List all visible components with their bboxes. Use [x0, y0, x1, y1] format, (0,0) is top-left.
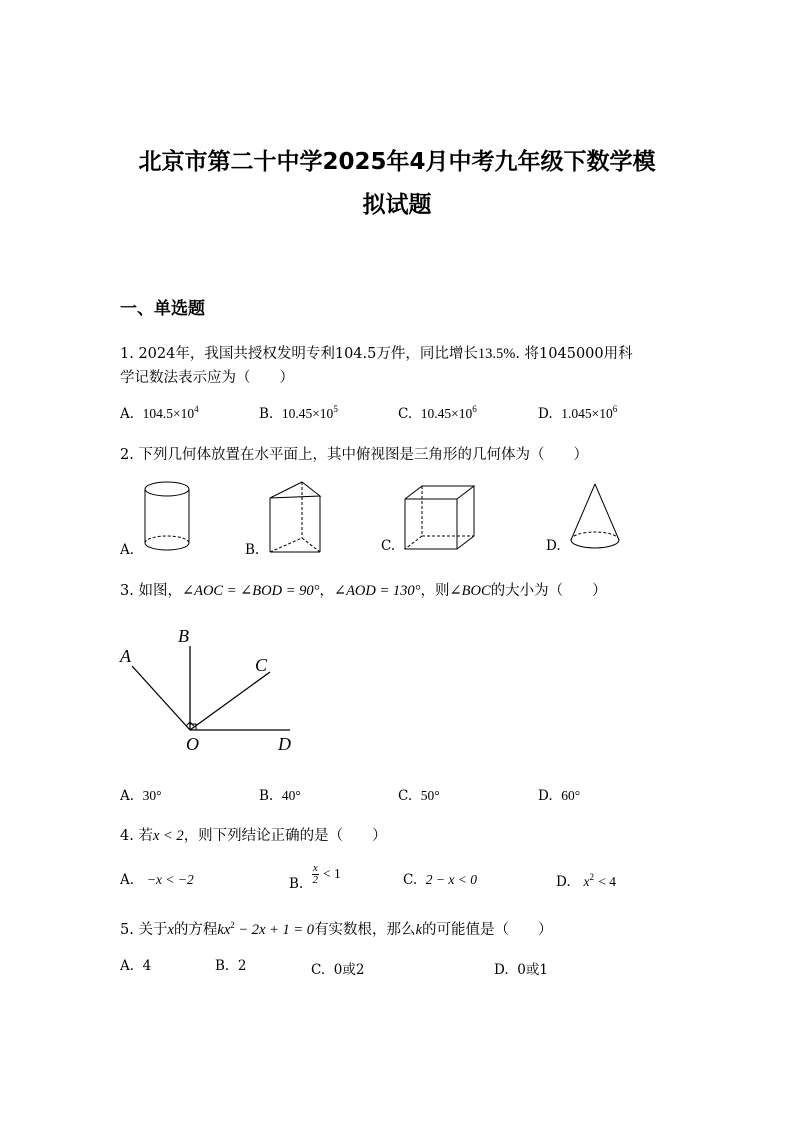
cube-icon[interactable]	[400, 482, 480, 554]
cylinder-icon[interactable]	[140, 478, 198, 558]
q4-option-c[interactable]: C. 2 − x < 0	[403, 872, 477, 888]
point-label-d: D	[278, 734, 291, 754]
cone-icon[interactable]	[566, 480, 626, 556]
q2-option-d-label[interactable]: D.	[546, 538, 561, 554]
question-1-stem-line2: 学记数法表示应为（ ）	[120, 370, 294, 386]
point-label-c: C	[255, 655, 268, 675]
question-5-stem: 5. 关于x的方程$kx^2 - 2x + 1 = 0$有实数根，那么k的可能值是（ ）	[120, 920, 553, 938]
triangular-prism-icon[interactable]	[262, 476, 328, 558]
q3-option-a[interactable]: A. 30°	[120, 788, 162, 804]
question-1-stem: 1. 2024年，我国共授权发明专利104.5万件，同比增长13.5%. 将1045000用科	[120, 346, 633, 362]
q1-option-b[interactable]: B. $10.45\times 10^5$	[259, 404, 338, 422]
q1-option-d[interactable]: D. $1.045\times 10^6$	[538, 404, 618, 422]
section-heading: 一、单选题	[120, 299, 205, 319]
question-3-stem: 3. 如图，∠AOC = ∠BOD = 90°，∠AOD = 130°，则∠BOC的大小为（ ）	[120, 583, 607, 599]
question-2-stem: 2. 下列几何体放置在水平面上，其中俯视图是三角形的几何体为（ ）	[120, 447, 588, 463]
q5-option-c[interactable]: C. 0或2	[311, 962, 365, 978]
q2-option-a-label[interactable]: A.	[120, 542, 135, 558]
q5-option-a[interactable]: A. 4	[120, 958, 152, 974]
q5-option-b[interactable]: B. 2	[215, 958, 247, 974]
angle-figure	[112, 622, 312, 762]
q3-option-c[interactable]: C. 50°	[398, 788, 440, 804]
q4-option-b[interactable]: B. $\frac{x}{2}$ < 1	[289, 862, 341, 892]
q2-option-b-label[interactable]: B.	[245, 542, 260, 558]
q4-option-a[interactable]: A. −x < −2	[120, 872, 194, 888]
q2-option-c-label[interactable]: C.	[381, 538, 396, 554]
question-4-stem: 4. 若x < 2，则下列结论正确的是（ ）	[120, 828, 387, 844]
q4-option-d[interactable]: D. $x^2 < 4$	[556, 872, 617, 890]
point-label-o: O	[186, 734, 199, 754]
q3-option-b[interactable]: B. 40°	[259, 788, 301, 804]
q5-option-d[interactable]: D. 0或1	[494, 962, 548, 978]
point-label-b: B	[178, 626, 189, 646]
q3-option-d[interactable]: D. 60°	[538, 788, 581, 804]
q1-option-c[interactable]: C. $10.45\times 10^6$	[398, 404, 477, 422]
point-label-a: A	[120, 646, 131, 666]
page-title-line2: 拟试题	[362, 192, 432, 218]
q1-option-a[interactable]: A. $104.5\times 10^4$	[120, 404, 199, 422]
page-title: 北京市第二十中学2025年4月中考九年级下数学模	[138, 149, 656, 175]
